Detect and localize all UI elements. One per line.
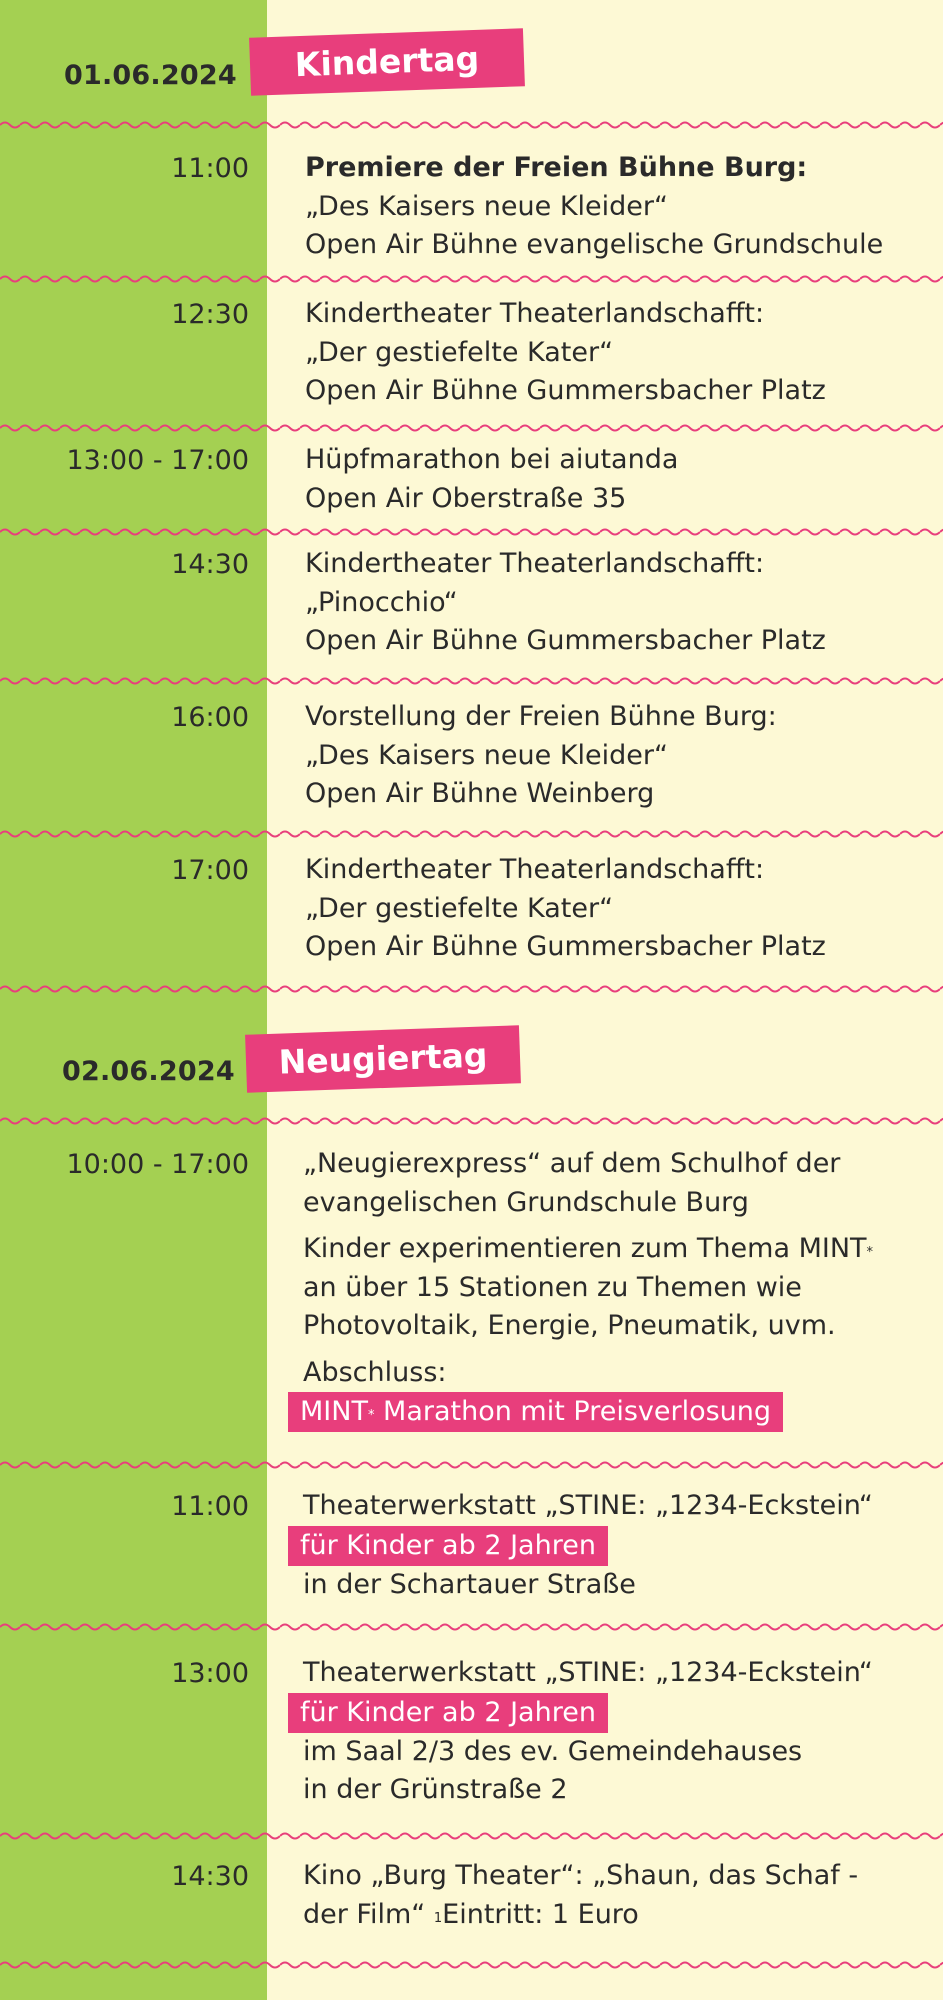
divider	[0, 1829, 943, 1843]
event-line: Hüpfmarathon bei aiutanda	[305, 444, 679, 475]
event-description	[305, 851, 826, 967]
event-line: „Pinocchio“	[305, 586, 458, 618]
event-line: evangelischen Grundschule Burg	[303, 1186, 749, 1218]
event-description	[303, 1857, 858, 1934]
event-line: „Neugierexpress“ auf dem Schulhof der	[303, 1148, 841, 1179]
event-description	[300, 1487, 873, 1604]
event-description	[305, 545, 826, 661]
event-description	[300, 1654, 873, 1810]
event-line: in der Schartauer Straße	[303, 1568, 636, 1600]
divider	[0, 1958, 943, 1972]
event-line: Theaterwerkstatt „STINE: „1234-Eckstein“	[303, 1657, 873, 1688]
event-description	[305, 441, 678, 518]
divider	[0, 118, 943, 132]
event-time: 11:00	[171, 153, 249, 184]
event-line: „Des Kaisers neue Kleider“	[305, 190, 668, 222]
day1-tag: Kindertag	[249, 28, 525, 96]
event-line: Kindertheater Theaterlandschafft:	[305, 548, 765, 579]
highlight-badge	[288, 1392, 783, 1432]
event-line: an über 15 Stationen zu Themen wie	[303, 1271, 802, 1303]
footnote-mark: *	[866, 1245, 874, 1260]
divider	[0, 272, 943, 286]
event-line: im Saal 2/3 des ev. Gemeindehauses	[303, 1735, 803, 1767]
event-line: „Der gestiefelte Kater“	[305, 892, 614, 924]
event-line: Open Air Bühne Gummersbacher Platz	[305, 625, 826, 656]
event-line: Vorstellung der Freien Bühne Burg:	[305, 701, 777, 732]
event-time: 16:00	[171, 702, 249, 733]
day2-tag: Neugiertag	[245, 1025, 521, 1093]
event-time: 17:00	[171, 855, 249, 886]
footnote-mark: 1	[433, 1910, 443, 1926]
highlight-badge: für Kinder ab 2 Jahren	[288, 1693, 608, 1733]
event-description	[305, 698, 777, 814]
event-line: Open Air Bühne Weinberg	[305, 778, 655, 809]
event-line: in der Grünstraße 2	[303, 1774, 568, 1805]
event-line: Open Air Oberstraße 35	[305, 482, 627, 514]
event-time: 14:30	[171, 549, 249, 580]
event-line	[303, 1896, 858, 1935]
event-line: Open Air Bühne Gummersbacher Platz	[305, 375, 826, 406]
event-description	[305, 149, 883, 265]
day1-date: 01.06.2024	[64, 60, 237, 91]
event-time: 12:30	[171, 299, 249, 330]
event-line	[303, 1230, 873, 1269]
event-line-text: Kinder experimentieren zum Thema MINT	[303, 1233, 867, 1264]
event-line: „Des Kaisers neue Kleider“	[305, 739, 668, 771]
highlight-text: MINT	[300, 1396, 368, 1427]
event-time: 13:00 - 17:00	[66, 445, 249, 476]
event-line: Kindertheater Theaterlandschafft:	[305, 854, 765, 885]
event-line-text: Eintritt: 1 Euro	[442, 1898, 639, 1930]
event-line: Open Air Bühne Gummersbacher Platz	[305, 931, 826, 962]
event-time: 11:00	[171, 1491, 249, 1522]
footnote-mark: *	[367, 1408, 375, 1423]
event-description	[300, 1145, 874, 1432]
event-line: Kindertheater Theaterlandschafft:	[305, 298, 765, 329]
event-time: 10:00 - 17:00	[66, 1149, 249, 1180]
divider	[0, 1458, 943, 1472]
divider	[0, 525, 943, 539]
event-line: Kino „Burg Theater“: „Shaun, das Schaf -	[303, 1860, 859, 1891]
event-description	[305, 295, 826, 411]
divider	[0, 1620, 943, 1634]
closing-label: Abschluss:	[303, 1356, 447, 1388]
day2-date: 02.06.2024	[62, 1056, 235, 1087]
event-time: 14:30	[171, 1861, 249, 1892]
highlight-text: Marathon mit Preisverlosung	[374, 1396, 772, 1427]
divider	[0, 674, 943, 688]
divider	[0, 1114, 943, 1128]
event-line: „Der gestiefelte Kater“	[305, 336, 614, 368]
divider	[0, 421, 943, 435]
divider	[0, 982, 943, 996]
event-line: Theaterwerkstatt „STINE: „1234-Eckstein“	[303, 1490, 873, 1521]
event-line-text: der Film“	[303, 1898, 434, 1930]
event-line: Photovoltaik, Energie, Pneumatik, uvm.	[303, 1310, 836, 1341]
event-time: 13:00	[171, 1658, 249, 1689]
event-title: Premiere der Freien Bühne Burg:	[305, 152, 808, 183]
event-line: Open Air Bühne evangelische Grundschule	[305, 229, 884, 260]
divider	[0, 827, 943, 841]
highlight-badge: für Kinder ab 2 Jahren	[288, 1526, 608, 1566]
